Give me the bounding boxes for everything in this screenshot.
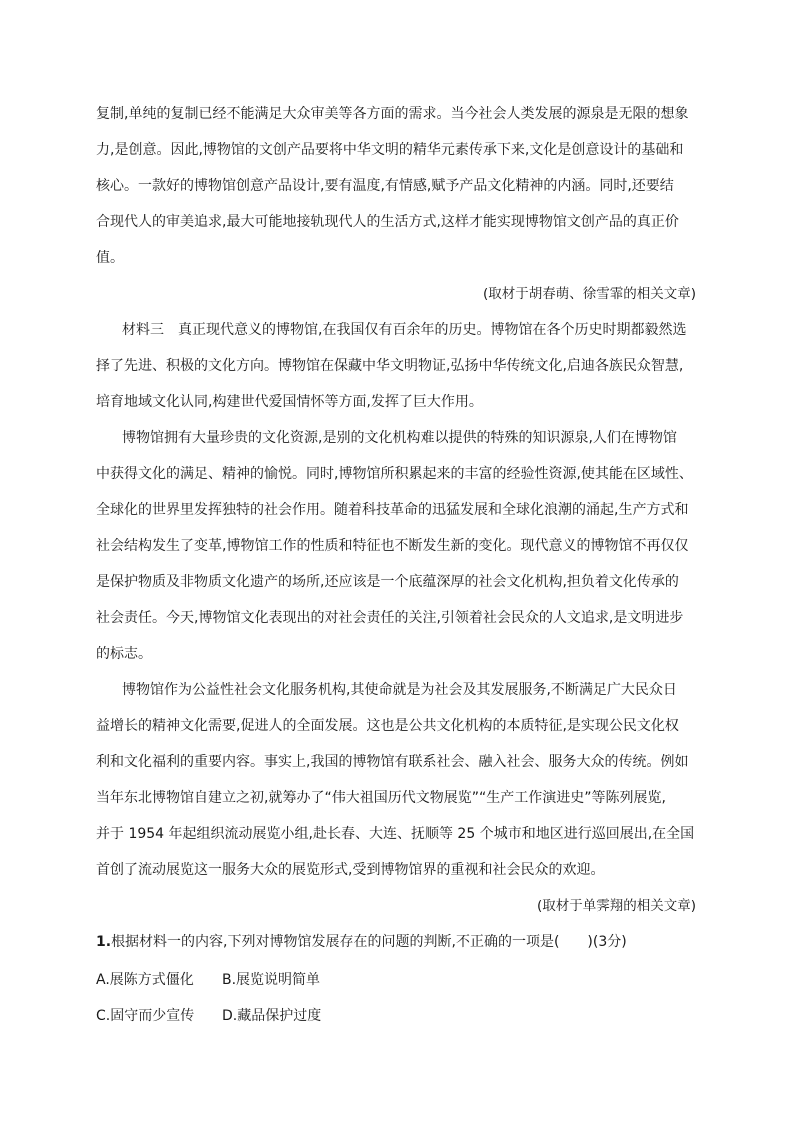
paragraph-line: 博物馆作为公益性社会文化服务机构,其使命就是为社会及其发展服务,不断满足广大民众日 (122, 682, 677, 698)
paragraph-line: 的标志。 (96, 646, 152, 662)
paragraph-line: 首创了流动展览这一服务大众的展览形式,受到博物馆界的重视和社会民众的欢迎。 (96, 862, 605, 878)
paragraph-line: 值。 (96, 250, 124, 266)
paragraph-line: 益增长的精神文化需要,促进人的全面发展。这也是公共文化机构的本质特征,是实现公民文化权 (96, 718, 679, 734)
paragraph-line: 合现代人的审美追求,最大可能地接轨现代人的生活方式,这样才能实现博物馆文创产品的真正价 (96, 214, 679, 230)
option-a: A.展陈方式僵化 (96, 972, 194, 988)
paragraph-line: 中获得文化的满足、精神的愉悦。同时,博物馆所积累起来的丰富的经验性资源,使其能在区域性、 (96, 466, 693, 482)
option-c: C.固守而少宣传 (96, 1008, 195, 1024)
paragraph-line: 是保护物质及非物质文化遗产的场所,还应该是一个底蕴深厚的社会文化机构,担负着文化传承的 (96, 574, 679, 590)
question-text: 根据材料一的内容,下列对博物馆发展存在的问题的判断,不正确的一项是( )(3分) (111, 934, 627, 950)
paragraph-line: 培育地域文化认同,构建世代爱国情怀等方面,发挥了巨大作用。 (96, 394, 483, 410)
paragraph-line: 博物馆拥有大量珍贵的文化资源,是别的文化机构难以提供的特殊的知识源泉,人们在博物馆 (122, 430, 677, 446)
paragraph-line: 并于 1954 年起组织流动展览小组,赴长春、大连、抚顺等 25 个城市和地区进行巡回展出,在全国 (96, 826, 695, 842)
source-citation: (取材于单霁翔的相关文章) (536, 898, 696, 914)
paragraph-line: 社会责任。今天,博物馆文化表现出的对社会责任的关注,引领着社会民众的人文追求,是文明进步 (96, 610, 684, 626)
paragraph-line: 核心。一款好的博物馆创意产品设计,要有温度,有情感,赋予产品文化精神的内涵。同时,还要结 (96, 178, 674, 194)
paragraph-line: 社会结构发生了变革,博物馆工作的性质和特征也不断发生新的变化。现代意义的博物馆不再仅仅 (96, 538, 689, 554)
option-b: B.展览说明简单 (222, 972, 321, 988)
paragraph-line: 全球化的世界里发挥独特的社会作用。随着科技革命的迅猛发展和全球化浪潮的涌起,生产方式和 (96, 502, 689, 518)
option-d: D.藏品保护过度 (222, 1008, 322, 1024)
source-citation: (取材于胡春萌、徐雪霏的相关文章) (482, 286, 696, 302)
paragraph-line: 力,是创意。因此,博物馆的文创产品要将中华文明的精华元素传承下来,文化是创意设计的基础和 (96, 142, 684, 158)
paragraph-line: 利和文化福利的重要内容。事实上,我国的博物馆有联系社会、融入社会、服务大众的传统。例如 (96, 754, 689, 770)
paragraph-line: 复制,单纯的复制已经不能满足大众审美等各方面的需求。当今社会人类发展的源泉是无限的想象 (96, 106, 689, 122)
question-stem (96, 932, 627, 952)
paragraph-line: 当年东北博物馆自建立之初,就筹办了“伟大祖国历代文物展览”“生产工作演进史”等陈列展览, (96, 790, 666, 806)
paragraph-line: 择了先进、积极的文化方向。博物馆在保藏中华文明物证,弘扬中华传统文化,启迪各族民众智慧, (96, 358, 684, 374)
paragraph-line: 材料三 真正现代意义的博物馆,在我国仅有百余年的历史。博物馆在各个历史时期都毅然选 (122, 322, 687, 338)
question-number: 1. (96, 934, 112, 950)
